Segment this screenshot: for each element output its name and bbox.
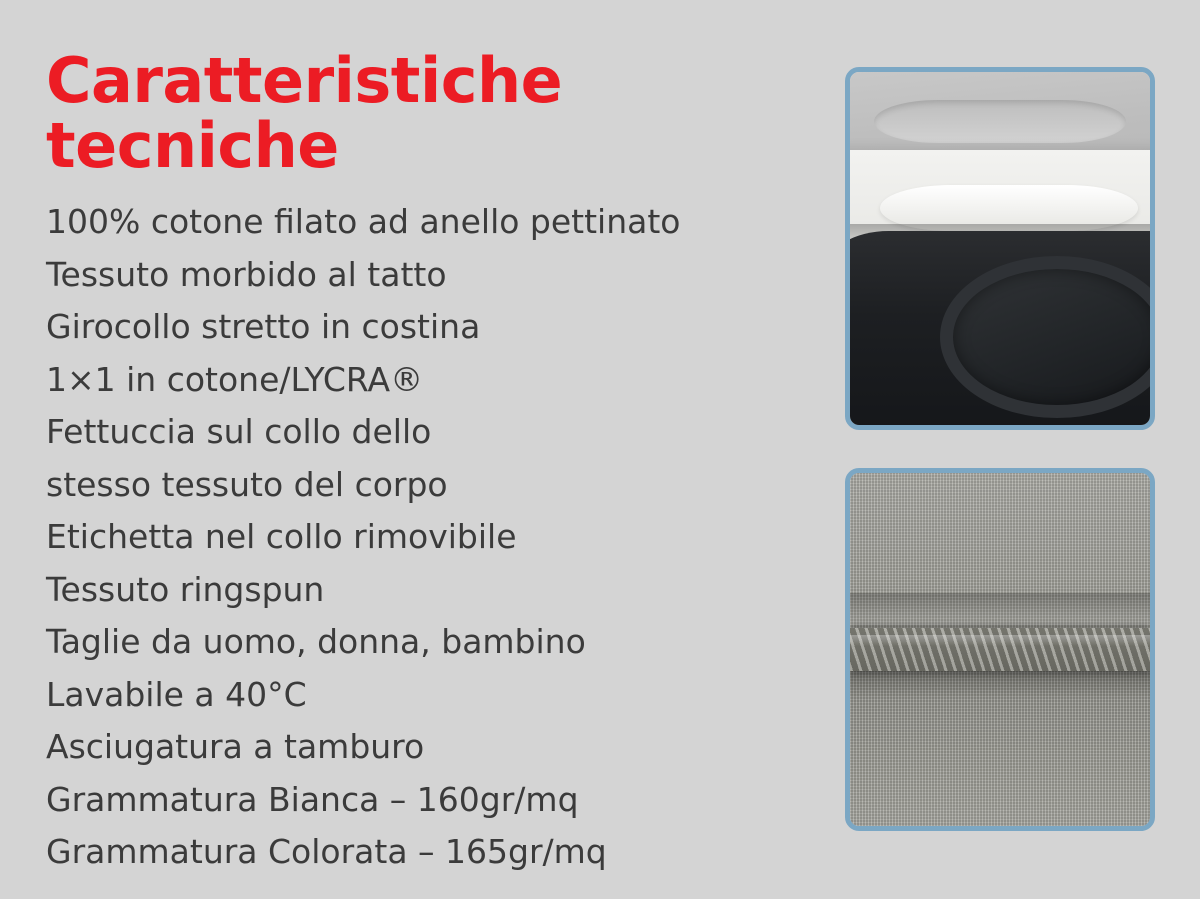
list-item: Taglie da uomo, donna, bambino bbox=[46, 622, 586, 662]
list-item: Girocollo stretto in costina bbox=[46, 307, 481, 347]
tshirt-collars-photo bbox=[845, 67, 1155, 430]
specs-list bbox=[46, 196, 826, 879]
list-item: Grammatura Bianca – 160gr/mq bbox=[46, 779, 579, 819]
list-item: Grammatura Colorata – 165gr/mq bbox=[46, 832, 607, 872]
list-item: Fettuccia sul collo dello bbox=[46, 412, 432, 452]
tshirt-collars-illustration bbox=[850, 72, 1150, 425]
fabric-fold-shape bbox=[850, 593, 1150, 625]
list-item: stesso tessuto del corpo bbox=[46, 464, 448, 504]
page-title: Caratteristiche tecniche bbox=[46, 44, 563, 183]
list-item: Asciugatura a tamburo bbox=[46, 727, 425, 767]
seam-highlight-shape bbox=[850, 635, 1150, 646]
black-shirt-collar-shape bbox=[940, 256, 1155, 418]
fabric-illustration bbox=[850, 473, 1150, 826]
fabric-seam-photo bbox=[845, 468, 1155, 831]
grey-shirt-rib-shape bbox=[874, 100, 1126, 142]
text-column bbox=[46, 44, 826, 879]
fabric-shadow-shape bbox=[850, 671, 1150, 699]
list-item: 1×1 in cotone/LYCRA® bbox=[46, 359, 424, 399]
list-item: Etichetta nel collo rimovibile bbox=[46, 517, 517, 557]
list-item: Tessuto morbido al tatto bbox=[46, 254, 447, 294]
list-item: Tessuto ringspun bbox=[46, 569, 325, 609]
list-item: 100% cotone filato ad anello pettinato bbox=[46, 202, 681, 242]
list-item: Lavabile a 40°C bbox=[46, 674, 307, 714]
